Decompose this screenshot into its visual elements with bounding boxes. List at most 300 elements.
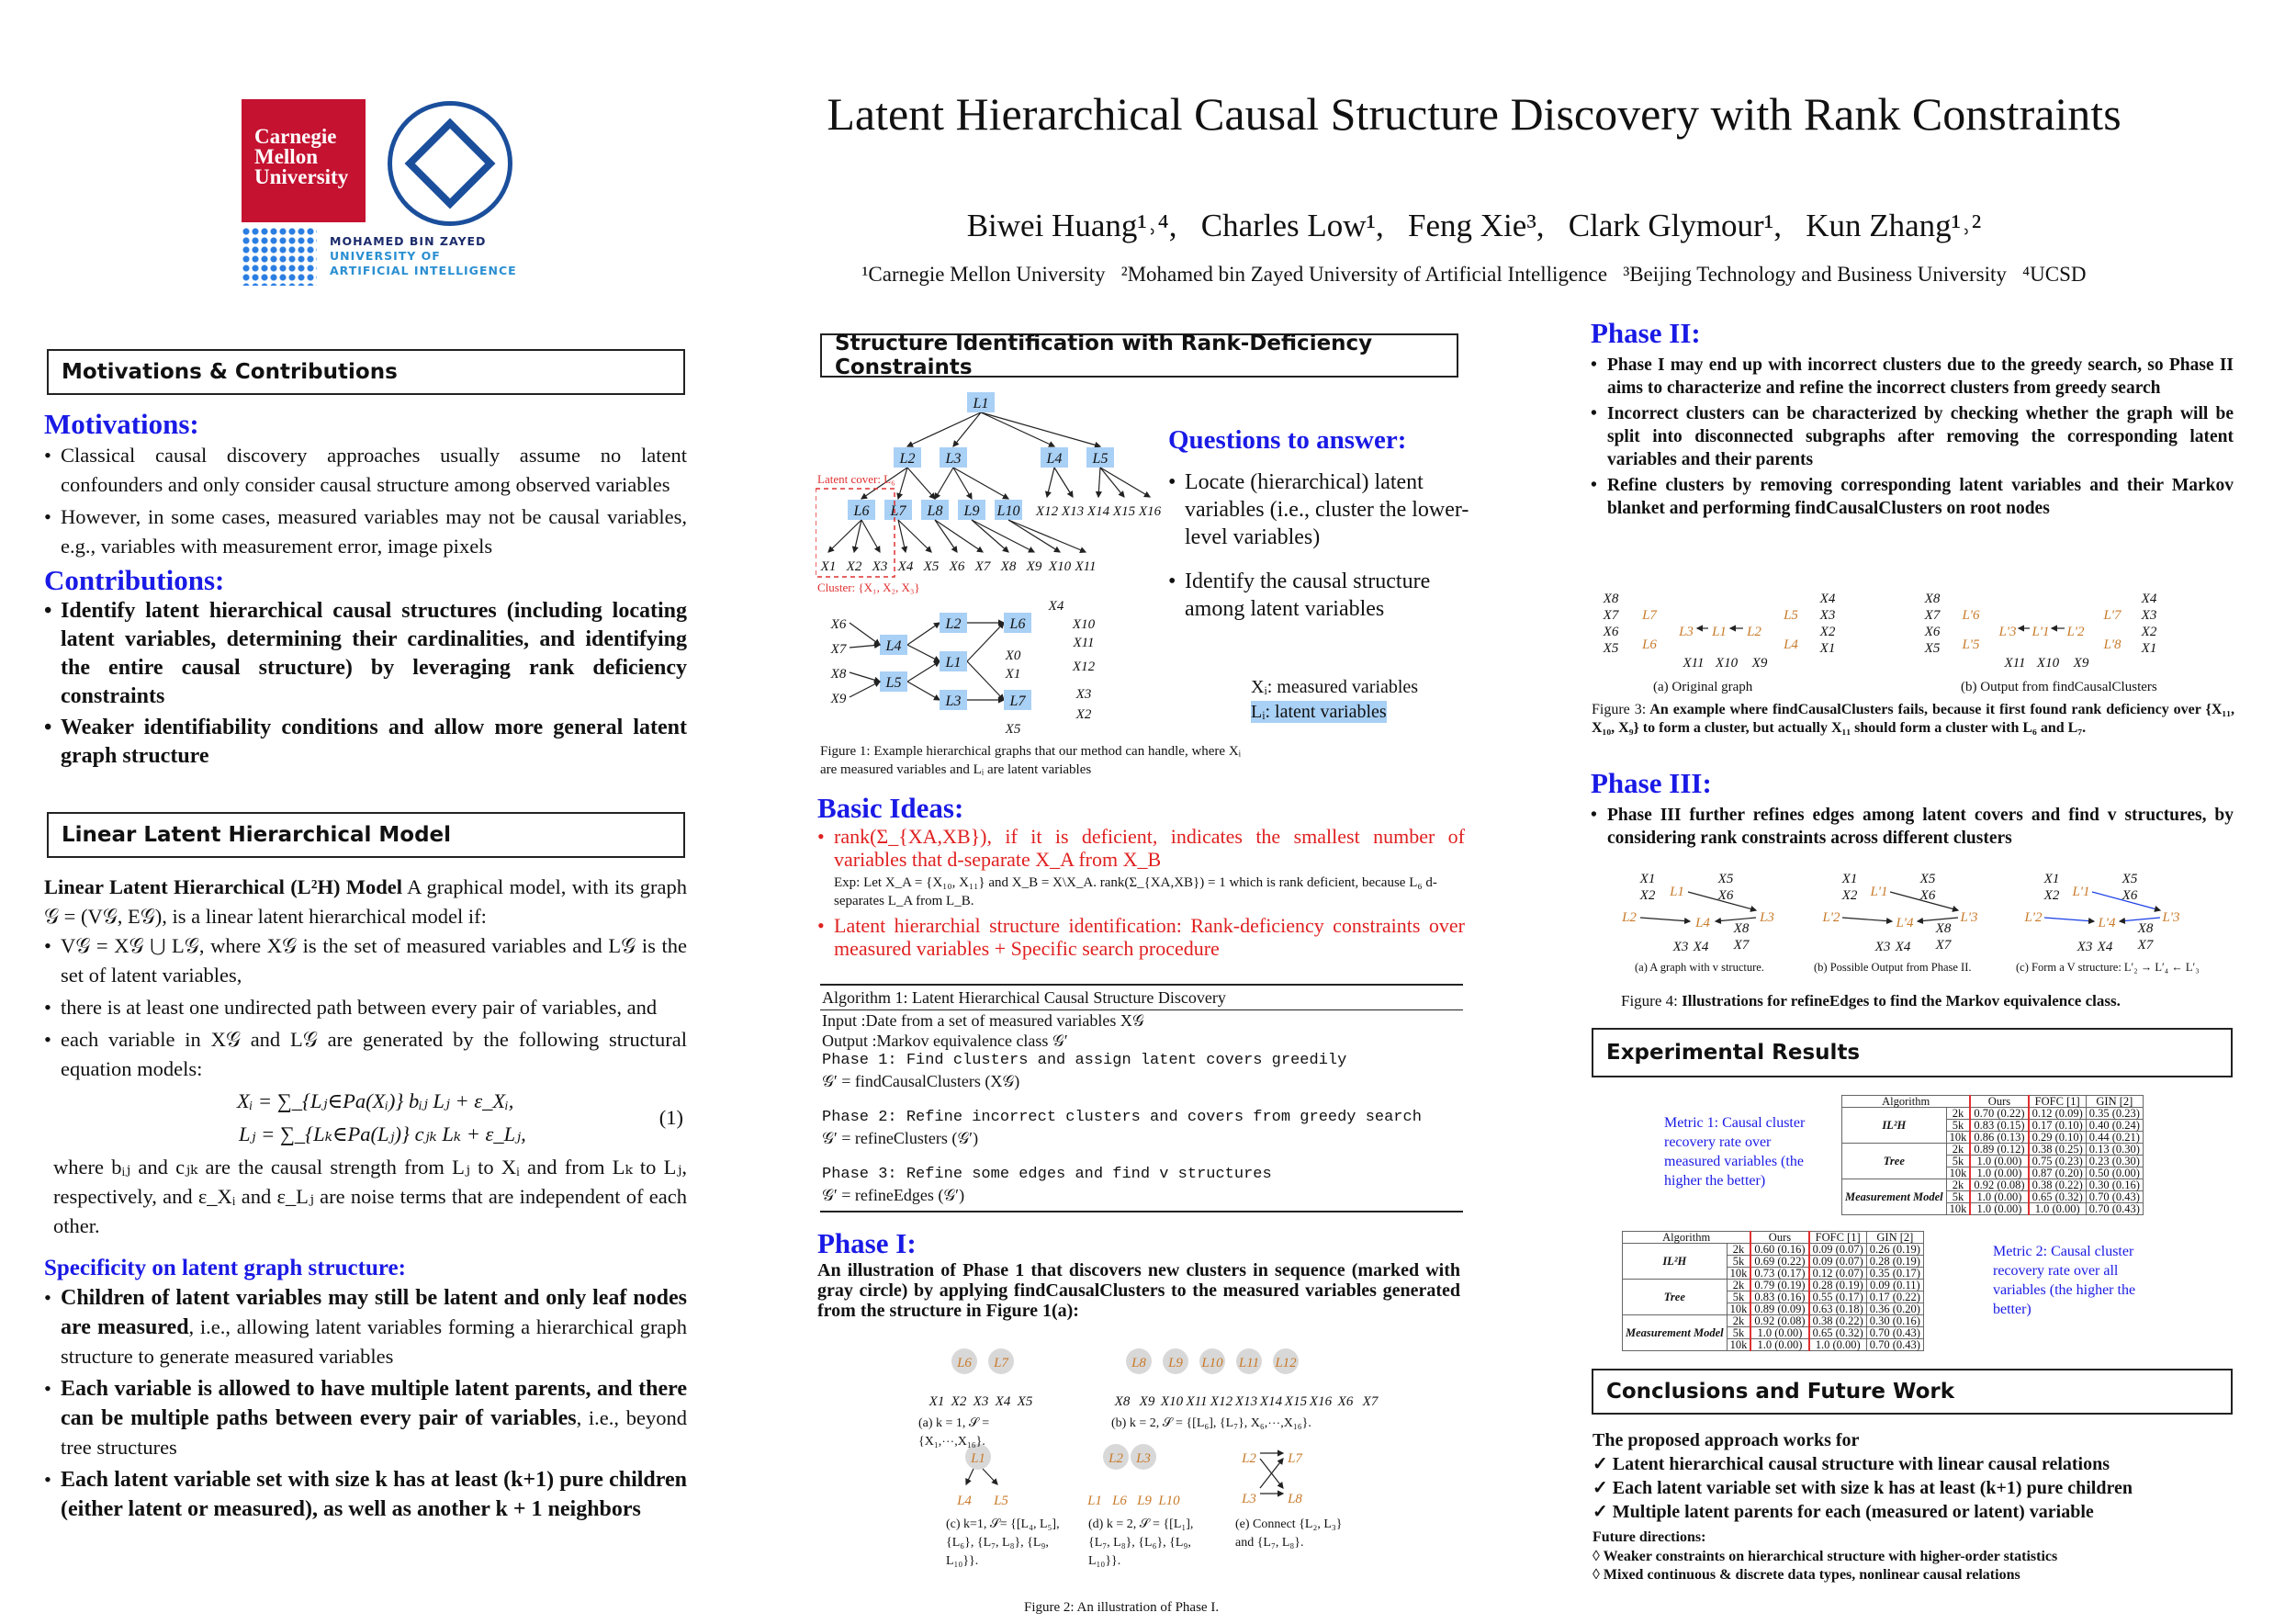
measured-node: L7 [994, 1356, 1008, 1370]
table-header-row: Algorithm Ours FOFC [1] GIN [2] [1842, 1096, 2144, 1108]
questions-heading: Questions to answer: [1168, 425, 1407, 455]
measured-node: X1 [820, 559, 837, 574]
measured-node: L'1 [2032, 625, 2050, 639]
measured-node: L3 [1679, 625, 1694, 639]
latent-node: L2 [899, 451, 916, 467]
measured-node: L9 [1137, 1494, 1152, 1508]
algorithm-phase-1: Phase 1: Find clusters and assign latent covers greedily [822, 1052, 1347, 1069]
mbzuai-logo [242, 227, 535, 286]
phase-1-text: An illustration of Phase 1 that discovers new clusters in sequence (marked with gray circle) by applying findCausalClusters to the measured variables generated from the structure in Figure 1(a): [817, 1260, 1460, 1321]
table-row: Tree 2k 0.79 (0.19) 0.28 (0.19) 0.09 (0.11) [1623, 1280, 1924, 1291]
list-item: • Locate (hierarchical) latent variables (i.e., cluster the lower-level variables) [1168, 468, 1471, 551]
measured-node: X3 [2141, 608, 2157, 623]
measured-node: X4 [2097, 940, 2113, 954]
figure-4-graphs [1607, 868, 2232, 956]
edge-arrow [953, 468, 1008, 499]
measured-node: X5 [923, 559, 940, 574]
figure-2e-caption: (e) Connect {L₂, L₃} and {L₇, L₈}. [1235, 1517, 1343, 1550]
measured-node: X1 [929, 1394, 945, 1409]
motivations-list [44, 441, 687, 561]
measured-node: X8 [1924, 592, 1941, 606]
measured-node: X13 [1234, 1394, 1258, 1409]
measured-node: X3 [973, 1394, 989, 1409]
measured-node: X6 [949, 559, 965, 574]
measured-node: X5 [1005, 722, 1021, 737]
measured-node: X15 [1284, 1394, 1308, 1409]
questions-list [1168, 468, 1471, 623]
measured-node: X3 [1874, 940, 1891, 954]
phase-1 [817, 1227, 1460, 1321]
cmu-logo: Carnegie Mellon University [242, 99, 366, 222]
measured-node: L3 [1242, 1492, 1256, 1506]
edge-arrow [850, 682, 880, 697]
latent-node: L9 [963, 503, 980, 519]
edge-arrow [1008, 520, 1060, 552]
list-item: • Each latent variable set with size k has at least (k+1) pure children (either latent or measured), as well as another k + 1 neighbors [44, 1465, 687, 1524]
edge-arrow [1640, 918, 1690, 921]
table-row: 10k 0.89 (0.09) 0.63 (0.18) 0.36 (0.20) [1623, 1303, 1924, 1315]
conclusion-item: ✓ Multiple latent parents for each (measured or latent) variable [1593, 1502, 2094, 1522]
list-item: • Children of latent variables may still be latent and only leaf nodes are measured, i.e., allowing latent variables forming a hierarchical graph structure to generate measured variables [44, 1283, 687, 1371]
latent-node: L3 [945, 451, 962, 467]
measured-node: X1 [1005, 667, 1021, 682]
edge-arrow [935, 468, 953, 499]
specificity-heading: Specificity on latent graph structure: [44, 1256, 406, 1280]
algorithm-1 [820, 984, 1463, 1212]
results-table-metric-2 [1622, 1231, 1924, 1351]
measured-node: X10 [1715, 656, 1739, 671]
measured-node: X2 [1841, 888, 1858, 903]
edge-arrow [907, 645, 940, 661]
legend-latent: Lᵢ: latent variables [1251, 702, 1387, 722]
contributions-list [44, 597, 687, 771]
list-item: • Identify latent hierarchical causal structures (including locating latent variables, determining their cardinalities, and identifying the entire causal structure) by leveraging rank deficiency constraints [44, 597, 687, 711]
authors: Biwei Huang¹˒⁴, Charles Low¹, Feng Xie³, Clark Glymour¹, Kun Zhang¹˒² [966, 208, 1982, 243]
edge-arrow [2044, 918, 2094, 921]
measured-node: X2 [2141, 625, 2157, 639]
edge-arrow [953, 412, 981, 446]
basic-ideas-list-2 [817, 914, 1465, 960]
latent-node: L6 [1009, 616, 1026, 632]
measured-node: X4 [1048, 599, 1064, 614]
table-row: 10k 1.0 (0.00) 1.0 (0.00) 0.70 (0.43) [1842, 1203, 2144, 1215]
table-header-row: Algorithm Ours FOFC [1] GIN [2] [1623, 1232, 1924, 1244]
algorithm-output: Output :Markov equivalence class 𝒢′ [822, 1032, 1068, 1050]
list-item: • Refine clusters by removing corresponding latent variables and their Markov blanket and performing findCausalClusters on root nodes [1591, 474, 2234, 520]
questions-panel [1168, 424, 1471, 626]
measured-node: X10 [1048, 559, 1072, 574]
measured-node: X4 [1693, 940, 1709, 954]
table-row: 5k 1.0 (0.00) 0.65 (0.32) 0.70 (0.43) [1623, 1327, 1924, 1339]
measured-node: X8 [2137, 921, 2154, 936]
contributions-heading: Contributions: [44, 564, 225, 596]
edge-arrow [850, 672, 880, 682]
measured-node: X7 [1362, 1394, 1379, 1409]
figure-1-caption: Figure 1: Example hierarchical graphs that our method can handle, where Xᵢ are measured variables and Lᵢ are latent variables [820, 744, 1242, 777]
btbu-logo [388, 101, 512, 226]
measured-node: X12 [1035, 504, 1059, 519]
measured-node: L'4 [2098, 916, 2116, 930]
measured-node: L'2 [2024, 910, 2043, 925]
measured-node: L4 [957, 1494, 972, 1508]
measured-node: X6 [830, 617, 847, 632]
edge-arrow [981, 412, 1054, 446]
edge-arrow [907, 412, 981, 446]
mbzuai-line2: UNIVERSITY OF [330, 249, 441, 263]
algorithm-phase-3-step: 𝒢′ = refineEdges (𝒢′) [822, 1186, 965, 1204]
edge-arrow [1098, 468, 1100, 497]
latent-cover-label: Latent cover: L₆ [817, 472, 895, 486]
latent-node: L5 [1092, 451, 1109, 467]
future-item: ◊ Mixed continuous & discrete data types, nonlinear causal relations [1593, 1567, 2020, 1583]
measured-node: X5 [1919, 872, 1936, 886]
measured-node: X2 [1075, 707, 1092, 722]
latent-node: L5 [885, 675, 902, 691]
figure-3a-caption: (a) Original graph [1653, 680, 1753, 694]
latent-node: L7 [1009, 694, 1026, 709]
measured-node: X7 [2137, 938, 2154, 953]
measured-node: X11 [1186, 1394, 1208, 1409]
measured-node: L4 [1784, 637, 1798, 652]
metric-2-label: Metric 2: Causal cluster recovery rate over all variables (the higher the better) [1993, 1244, 2136, 1317]
edge-arrow [1100, 468, 1150, 497]
model-conditions [44, 931, 687, 1084]
measured-node: X3 [1075, 687, 1092, 702]
measured-node: X6 [1717, 888, 1734, 903]
equation-line: Xᵢ = ∑_{Lⱼ∈Pa(Xᵢ)} bᵢⱼ Lⱼ + ε_Xᵢ, [237, 1089, 514, 1112]
measured-node: X6 [1924, 625, 1941, 639]
measured-node: L'1 [1870, 885, 1888, 899]
measured-node: X11 [1075, 559, 1097, 574]
figure-3-graphs [1598, 588, 2241, 676]
measured-node: X8 [1000, 559, 1017, 574]
measured-node: L2 [1747, 625, 1761, 639]
measured-node: X7 [1733, 938, 1750, 953]
table-row: IL²H 2k 0.70 (0.22) 0.12 (0.09) 0.35 (0.23) [1842, 1108, 2144, 1120]
phase-2-heading: Phase II: [1591, 317, 1701, 349]
measured-node: X7 [830, 642, 847, 657]
list-item: • Classical causal discovery approaches usually assume no latent confounders and only consider causal structure among observed variables [44, 441, 687, 500]
measured-node: X3 [872, 559, 888, 574]
measured-node: L2 [1109, 1451, 1123, 1466]
table-row: 10k 0.73 (0.17) 0.12 (0.07) 0.35 (0.17) [1623, 1268, 1924, 1280]
measured-node: L7 [1642, 608, 1657, 623]
measured-node: L9 [1168, 1356, 1183, 1370]
measured-node: L8 [1131, 1356, 1146, 1370]
measured-node: X8 [830, 667, 847, 682]
measured-node: X8 [1733, 921, 1750, 936]
edge-arrow [907, 623, 940, 645]
measured-node: L3 [1136, 1451, 1151, 1466]
measured-node: L'8 [2103, 637, 2122, 652]
measured-node: L5 [994, 1494, 1008, 1508]
latent-node: L4 [1046, 451, 1063, 467]
measured-node: X2 [846, 559, 862, 574]
edge-arrow [907, 468, 935, 499]
basic-ideas-example: Exp: Let X_A = {X₁₀, X₁₁} and X_B = X\X_A. rank(Σ_{XA,XB}) = 1 which is rank deficient, because L₆ d-separates L_A from L_B. [834, 875, 1437, 908]
measured-node: X7 [974, 559, 991, 574]
algorithm-phase-2: Phase 2: Refine incorrect clusters and covers from greedy search [822, 1109, 1422, 1126]
measured-node: X10 [2036, 656, 2060, 671]
edge-arrow [898, 520, 906, 552]
measured-node: L6 [1642, 637, 1657, 652]
figure-2c-caption: (c) k=1, 𝒮= {[L₄, L₅], {L₆}, {L₇, L₈}, {L₉, L₁₀}}. [946, 1517, 1060, 1568]
edge-arrow [1842, 918, 1892, 921]
left-column-top [44, 408, 687, 773]
measured-node: X6 [1337, 1394, 1354, 1409]
list-item: • rank(Σ_{XA,XB}), if it is deficient, indicates the smallest number of variables that d-separate X_A from X_B [817, 825, 1465, 871]
measured-node: X1 [1819, 641, 1836, 656]
measured-node: L'2 [1822, 910, 1840, 925]
phase-3 [1591, 767, 2234, 852]
measured-node: X2 [1639, 888, 1656, 903]
edge-arrow [1054, 468, 1073, 497]
figure-4b-caption: (b) Possible Output from Phase II. [1814, 961, 1972, 974]
model-definition-text: A graphical model, with its graph 𝒢 = (V𝒢, E𝒢), is a linear latent hierarchical model if: [44, 875, 687, 928]
measured-node: X4 [1895, 940, 1911, 954]
measured-node: X12 [1210, 1394, 1233, 1409]
measured-node: X10 [1160, 1394, 1184, 1409]
measured-node: X5 [1924, 641, 1941, 656]
model-definition-title: Linear Latent Hierarchical (L²H) Model [44, 875, 403, 898]
list-item: • However, in some cases, measured variables may not be causal variables, e.g., variables with measurement error, image pixels [44, 502, 687, 561]
motivations-heading: Motivations: [44, 408, 199, 440]
measured-node: X3 [2077, 940, 2093, 954]
latent-node: L6 [853, 503, 870, 519]
table-row: 5k 1.0 (0.00) 0.75 (0.23) 0.23 (0.30) [1842, 1156, 2144, 1167]
phase-3-heading: Phase III: [1591, 767, 1712, 799]
figure-4-caption: Figure 4: Illustrations for refineEdges to find the Markov equivalence class. [1621, 992, 2121, 1009]
measured-node: X9 [2073, 656, 2089, 671]
figure-2b-caption: (b) k = 2, 𝒮 = {[L₆], {L₇}, X₆,⋯,X₁₆}. [1111, 1416, 1311, 1430]
measured-node: X1 [1639, 872, 1656, 886]
measured-node: X9 [1751, 656, 1768, 671]
table-row: IL²H 2k 0.60 (0.16) 0.09 (0.07) 0.26 (0.19) [1623, 1244, 1924, 1256]
figure-1-graphs [816, 386, 1165, 739]
equation-line: Lⱼ = ∑_{Lₖ∈Pa(Lⱼ)} cⱼₖ Lₖ + ε_Lⱼ, [239, 1122, 526, 1145]
section-motivations-contributions: Motivations & Contributions [47, 349, 685, 395]
latent-node: L3 [945, 694, 962, 709]
measured-node: X2 [2043, 888, 2060, 903]
measured-node: X7 [1935, 938, 1952, 953]
measured-node: X7 [1603, 608, 1619, 623]
measured-node: X2 [951, 1394, 967, 1409]
measured-node: L'6 [1962, 608, 1980, 623]
measured-node: X4 [1819, 592, 1836, 606]
section-structure-identification: Structure Identification with Rank-Deficiency Constraints [820, 333, 1458, 378]
measured-node: X5 [2122, 872, 2138, 886]
algorithm-title: Algorithm 1: Latent Hierarchical Causal Structure Discovery [820, 986, 1463, 1010]
edge-arrow [907, 661, 940, 682]
edge-arrow [966, 1469, 974, 1484]
edge-arrow [850, 623, 880, 645]
measured-node: L1 [1670, 885, 1684, 899]
edge-arrow [850, 645, 880, 648]
edge-arrow [983, 1469, 997, 1484]
algorithm-phase-2-step: 𝒢′ = refineClusters (𝒢′) [822, 1129, 979, 1147]
edge-arrow [967, 661, 1004, 700]
list-item: • V𝒢 = X𝒢 ⋃ L𝒢, where X𝒢 is the set of measured variables and L𝒢 is the set of latent variables, [44, 931, 687, 990]
measured-node: L10 [1201, 1356, 1223, 1370]
measured-node: L5 [1784, 608, 1798, 623]
edge-arrow [935, 520, 957, 552]
phase-2-list [1591, 354, 2234, 520]
section-experimental-results: Experimental Results [1592, 1028, 2233, 1077]
list-item: • Incorrect clusters can be characterized by checking whether the graph will be split into disconnected subgraphs after removing the corresponding latent variables and their parents [1591, 402, 2234, 471]
list-item: • Each variable is allowed to have multiple latent parents, and there can be multiple paths between every pair of variables, i.e., beyond tree structures [44, 1374, 687, 1462]
measured-node: X5 [1603, 641, 1619, 656]
figure-2-caption: Figure 2: An illustration of Phase I. [1024, 1600, 1220, 1615]
affiliations: ¹Carnegie Mellon University ²Mohamed bin Zayed University of Artificial Intelligence ³Beijing Technology and Business University ⁴UCSD [861, 263, 2087, 286]
measured-node: X4 [897, 559, 914, 574]
edge-arrow [1047, 468, 1054, 497]
measured-node: X4 [995, 1394, 1011, 1409]
equation-number: (1) [658, 1106, 683, 1129]
section-conclusions: Conclusions and Future Work [1592, 1369, 2233, 1415]
table-row: Measurement Model 2k 0.92 (0.08) 0.38 (0.22) 0.30 (0.16) [1842, 1179, 2144, 1191]
measured-node: X16 [1309, 1394, 1333, 1409]
measured-node: X6 [2122, 888, 2138, 903]
basic-ideas-list [817, 825, 1465, 871]
latent-node: L10 [996, 503, 1020, 519]
measured-node: X3 [1672, 940, 1689, 954]
latent-node: L7 [890, 503, 906, 519]
algorithm-phase-1-step: 𝒢′ = findCausalClusters (X𝒢) [822, 1072, 1020, 1090]
table-row: 10k 0.86 (0.13) 0.29 (0.10) 0.44 (0.21) [1842, 1132, 2144, 1144]
conclusions-intro: The proposed approach works for [1593, 1430, 1860, 1450]
list-item: • Identify the causal structure among latent variables [1168, 568, 1471, 623]
table-row: 5k 1.0 (0.00) 0.65 (0.32) 0.70 (0.43) [1842, 1191, 2144, 1203]
measured-node: L2 [1622, 910, 1637, 925]
phase-1-heading: Phase I: [817, 1227, 917, 1259]
measured-node: X8 [1603, 592, 1619, 606]
table-row: 10k 1.0 (0.00) 0.87 (0.20) 0.50 (0.00) [1842, 1167, 2144, 1179]
measured-node: X9 [1026, 559, 1042, 574]
measured-node: X12 [1072, 660, 1096, 674]
conclusions [1593, 1428, 2235, 1585]
measured-node: X8 [1935, 921, 1952, 936]
latent-node: L8 [927, 503, 943, 519]
measured-node: L12 [1275, 1356, 1297, 1370]
edge-arrow [861, 520, 880, 552]
measured-node: X1 [1841, 872, 1858, 886]
edge-arrow [854, 520, 861, 552]
measured-node: L'7 [2103, 608, 2122, 623]
conclusion-item: ✓ Latent hierarchical causal structure with linear causal relations [1593, 1454, 2110, 1474]
list-item: • Phase III further refines edges among latent covers and find v structures, by considering rank constraints across different clusters [1591, 804, 2234, 850]
section-linear-latent-model: Linear Latent Hierarchical Model [47, 812, 685, 858]
table-row: 5k 0.69 (0.22) 0.09 (0.07) 0.28 (0.19) [1623, 1256, 1924, 1268]
metric-1-label: Metric 1: Causal cluster recovery rate over measured variables (the higher the better) [1664, 1115, 1806, 1189]
measured-node: X7 [1924, 608, 1941, 623]
measured-node: X5 [1017, 1394, 1033, 1409]
figure-4c-caption: (c) Form a V structure: L′₂ → L′₄ ← L′₃ [2016, 961, 2200, 974]
measured-node: X14 [1259, 1394, 1283, 1409]
specificity-list [44, 1283, 687, 1524]
algorithm-input: Input :Date from a set of measured variables X𝒢 [822, 1011, 1144, 1030]
measured-node: L'5 [1962, 637, 1980, 652]
measured-node: L'2 [2066, 625, 2085, 639]
edge-arrow [935, 520, 983, 552]
measured-node: X9 [830, 692, 847, 706]
results-table-metric-1 [1841, 1095, 2144, 1215]
list-item: • Latent hierarchial structure identification: Rank-deficiency constraints over measured variables + Specific search procedure [817, 914, 1465, 960]
algorithm-phase-3: Phase 3: Refine some edges and find v structures [822, 1166, 1272, 1183]
table-row: Tree 2k 0.89 (0.12) 0.38 (0.25) 0.13 (0.30) [1842, 1144, 2144, 1156]
figure-3b-caption: (b) Output from findCausalClusters [1961, 680, 2157, 694]
edge-arrow [1100, 468, 1124, 497]
measured-node: X2 [1819, 625, 1836, 639]
edge-arrow [828, 520, 861, 552]
latent-node: L1 [945, 655, 962, 671]
measured-node: L'4 [1896, 916, 1914, 930]
measured-node: X1 [2141, 641, 2157, 656]
mbzuai-line1: MOHAMED BIN ZAYED [330, 234, 487, 248]
phase-3-list [1591, 804, 2234, 850]
measured-node: L'3 [1960, 910, 1978, 925]
edge-arrow [907, 682, 940, 700]
list-item: • Phase I may end up with incorrect clusters due to the greedy search, so Phase II aims to characterize and refine the incorrect clusters from greedy search [1591, 354, 2234, 400]
table-row: 10k 1.0 (0.00) 1.0 (0.00) 0.70 (0.43) [1623, 1339, 1924, 1351]
table-row: 5k 0.83 (0.15) 0.17 (0.10) 0.40 (0.24) [1842, 1120, 2144, 1132]
equation-explanation: where bᵢⱼ and cⱼₖ are the causal strength from Lⱼ to Xᵢ and from Lₖ to Lⱼ, respectively, and ε_Xᵢ and ε_Lⱼ are noise terms that are independent of each other. [53, 1156, 687, 1237]
measured-node: L1 [1712, 625, 1727, 639]
measured-node: X5 [1717, 872, 1734, 886]
measured-node: X11 [1683, 656, 1705, 671]
figure-2a-caption: (a) k = 1, 𝒮 = {X₁,⋯,X₁₆}. [918, 1416, 990, 1449]
edge-arrow [981, 412, 1100, 446]
edge-arrow [967, 623, 1004, 661]
edge-arrow [898, 520, 931, 552]
measured-node: X6 [1919, 888, 1936, 903]
measured-node: X3 [1819, 608, 1836, 623]
figure-4a-caption: (a) A graph with v structure. [1635, 961, 1764, 974]
measured-node: X4 [2141, 592, 2157, 606]
future-item: ◊ Weaker constraints on hierarchical structure with higher-order statistics [1593, 1549, 2058, 1564]
latent-node: L1 [973, 396, 989, 412]
measured-node: L6 [957, 1356, 972, 1370]
cluster-label: Cluster: {X₁, X₂, X₃} [817, 581, 920, 594]
measured-node: X8 [1114, 1394, 1131, 1409]
measured-node: L4 [1695, 916, 1710, 930]
edge-arrow [1008, 520, 1086, 552]
measured-node: L11 [1238, 1356, 1260, 1370]
latent-node: L2 [945, 616, 962, 632]
measured-node: X16 [1138, 504, 1162, 519]
measured-node: X6 [1603, 625, 1619, 639]
measured-node: X13 [1061, 504, 1085, 519]
measured-node: L8 [1288, 1492, 1302, 1506]
measured-node: L1 [1087, 1494, 1102, 1508]
measured-node: L7 [1288, 1451, 1302, 1466]
basic-ideas-heading: Basic Ideas: [817, 792, 964, 824]
basic-ideas [817, 792, 1465, 963]
measured-node: X11 [2004, 656, 2026, 671]
latent-node: L4 [885, 638, 902, 654]
left-column-bottom [44, 873, 687, 1527]
list-item: • Weaker identifiability conditions and allow more general latent graph structure [44, 714, 687, 771]
table-row: 5k 0.83 (0.16) 0.55 (0.17) 0.17 (0.22) [1623, 1291, 1924, 1303]
measured-node: L6 [1112, 1494, 1127, 1508]
measured-node: L3 [1760, 910, 1774, 925]
measured-node: X15 [1112, 504, 1136, 519]
phase-2 [1591, 317, 2234, 523]
list-item: • each variable in X𝒢 and L𝒢 are generated by the following structural equation models: [44, 1025, 687, 1084]
measured-node: X11 [1073, 636, 1095, 650]
mbzuai-line3: ARTIFICIAL INTELLIGENCE [330, 264, 517, 277]
measured-node: X14 [1086, 504, 1110, 519]
measured-node: L10 [1158, 1494, 1180, 1508]
